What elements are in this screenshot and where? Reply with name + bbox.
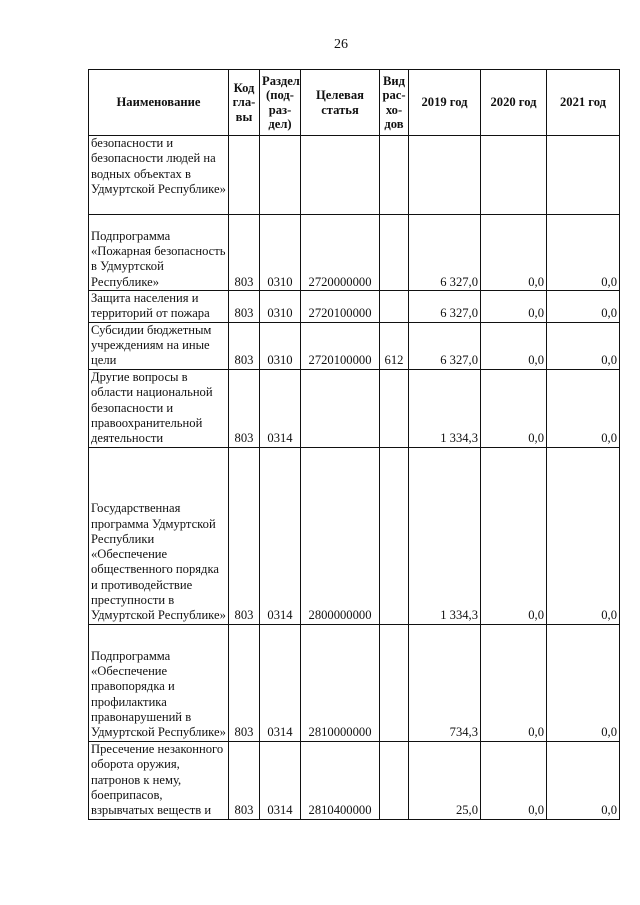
cell-name: Подпрограмма «Обеспечение правопорядка и профилактика правонарушений в Удмуртской Республике»: [89, 624, 229, 741]
cell-2021: 0,0: [547, 369, 620, 447]
cell-chapter: 803: [229, 322, 260, 369]
cell-type: [380, 215, 409, 291]
cell-section: 0314: [260, 624, 301, 741]
cell-type: [380, 741, 409, 819]
cell-section: 0314: [260, 369, 301, 447]
cell-target: 2720100000: [301, 291, 380, 323]
cell-2021: 0,0: [547, 741, 620, 819]
cell-target: 2810000000: [301, 624, 380, 741]
cell-2020: 0,0: [481, 291, 547, 323]
header-name: Наименование: [89, 70, 229, 136]
cell-section: 0314: [260, 447, 301, 624]
cell-chapter: 803: [229, 741, 260, 819]
cell-2020: 0,0: [481, 447, 547, 624]
table-row: [89, 215, 620, 291]
cell-2020: 0,0: [481, 624, 547, 741]
cell-chapter: 803: [229, 369, 260, 447]
cell-chapter: 803: [229, 447, 260, 624]
cell-2020: 0,0: [481, 741, 547, 819]
cell-name: Защита населения и территорий от пожара: [89, 291, 229, 323]
cell-2021: 0,0: [547, 291, 620, 323]
cell-type: [380, 624, 409, 741]
cell-2019: [409, 136, 481, 215]
header-expense-type: Вид рас-хо-дов: [380, 70, 409, 136]
cell-section: 0314: [260, 741, 301, 819]
cell-target: [301, 136, 380, 215]
table-row: [89, 624, 620, 741]
cell-2019: 6 327,0: [409, 322, 481, 369]
cell-2020: 0,0: [481, 215, 547, 291]
cell-target: 2800000000: [301, 447, 380, 624]
cell-2019: 734,3: [409, 624, 481, 741]
cell-2021: 0,0: [547, 624, 620, 741]
header-target-item: Целевая статья: [301, 70, 380, 136]
cell-2020: [481, 136, 547, 215]
cell-2019: 6 327,0: [409, 215, 481, 291]
table-row: [89, 322, 620, 369]
cell-type: 612: [380, 322, 409, 369]
cell-2021: [547, 136, 620, 215]
cell-type: [380, 369, 409, 447]
cell-2021: 0,0: [547, 322, 620, 369]
table-row: [89, 136, 620, 215]
cell-type: [380, 291, 409, 323]
cell-2021: 0,0: [547, 215, 620, 291]
cell-target: [301, 369, 380, 447]
cell-name: Другие вопросы в области национальной безопасности и правоохранительной деятельности: [89, 369, 229, 447]
cell-2019: 1 334,3: [409, 369, 481, 447]
cell-target: 2720000000: [301, 215, 380, 291]
cell-type: [380, 136, 409, 215]
budget-table: [88, 69, 620, 820]
cell-target: 2810400000: [301, 741, 380, 819]
cell-name: Подпрограмма «Пожарная безопасность в Удмуртской Республике»: [89, 215, 229, 291]
cell-type: [380, 447, 409, 624]
table-row: [89, 447, 620, 624]
cell-chapter: [229, 136, 260, 215]
header-section: Раздел (под-раз-дел): [260, 70, 301, 136]
cell-target: 2720100000: [301, 322, 380, 369]
cell-2019: 1 334,3: [409, 447, 481, 624]
cell-2019: 6 327,0: [409, 291, 481, 323]
cell-section: 0310: [260, 291, 301, 323]
header-2019: 2019 год: [409, 70, 481, 136]
header-2021: 2021 год: [547, 70, 620, 136]
cell-2020: 0,0: [481, 369, 547, 447]
page-number: 26: [334, 37, 348, 52]
table-row: [89, 291, 620, 323]
header-2020: 2020 год: [481, 70, 547, 136]
cell-name: безопасности и безопасности людей на водных объектах в Удмуртской Республике»: [89, 136, 229, 215]
cell-name: Пресечение незаконного оборота оружия, патронов к нему, боеприпасов, взрывчатых веществ и: [89, 741, 229, 819]
cell-2021: 0,0: [547, 447, 620, 624]
cell-section: [260, 136, 301, 215]
cell-section: 0310: [260, 215, 301, 291]
cell-chapter: 803: [229, 215, 260, 291]
table-header-row: [89, 70, 620, 136]
table-row: [89, 741, 620, 819]
cell-name: Субсидии бюджетным учреждениям на иные цели: [89, 322, 229, 369]
header-chapter-code: Код гла-вы: [229, 70, 260, 136]
cell-chapter: 803: [229, 291, 260, 323]
cell-name: Государственная программа Удмуртской Республики «Обеспечение общественного порядка и противодействие преступности в Удмуртской Республике»: [89, 447, 229, 624]
cell-chapter: 803: [229, 624, 260, 741]
table-row: [89, 369, 620, 447]
cell-2020: 0,0: [481, 322, 547, 369]
cell-2019: 25,0: [409, 741, 481, 819]
cell-section: 0310: [260, 322, 301, 369]
